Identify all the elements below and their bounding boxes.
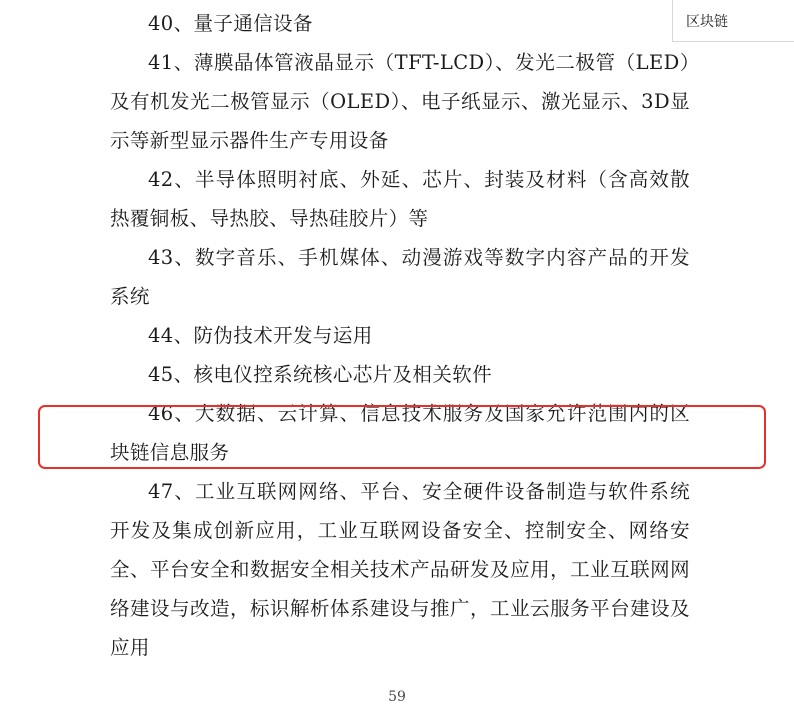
list-item-highlighted: 46、大数据、云计算、信息技术服务及国家允许范围内的区块链信息服务 [110, 402, 690, 464]
list-item: 41、薄膜晶体管液晶显示（TFT-LCD）、发光二极管（LED）及有机发光二极管显示（OLED）、电子纸显示、激光显示、3D显示等新型显示器件生产专用设备 [110, 51, 690, 152]
page-bottom-edge [0, 715, 794, 719]
list-item: 44、防伪技术开发与运用 [148, 324, 373, 347]
list-item: 40、量子通信设备 [148, 12, 313, 35]
document-text-body [110, 4, 690, 667]
keyword-tooltip[interactable] [672, 0, 794, 42]
list-item: 42、半导体照明衬底、外延、芯片、封装及材料（含高效散热覆铜板、导热胶、导热硅胶片）等 [110, 168, 690, 230]
list-item: 43、数字音乐、手机媒体、动漫游戏等数字内容产品的开发系统 [110, 246, 690, 308]
keyword-tooltip-label: 区块链 [686, 13, 728, 30]
list-item: 45、核电仪控系统核心芯片及相关软件 [148, 363, 493, 386]
page-number: 59 [388, 689, 406, 705]
list-item: 47、工业互联网网络、平台、安全硬件设备制造与软件系统开发及集成创新应用，工业互联网设备安全、控制安全、网络安全、平台安全和数据安全相关技术产品研发及应用，工业互联网网络建设与改造，标识解析体系建设与推广，工业云服务平台建设及应用 [110, 480, 690, 659]
